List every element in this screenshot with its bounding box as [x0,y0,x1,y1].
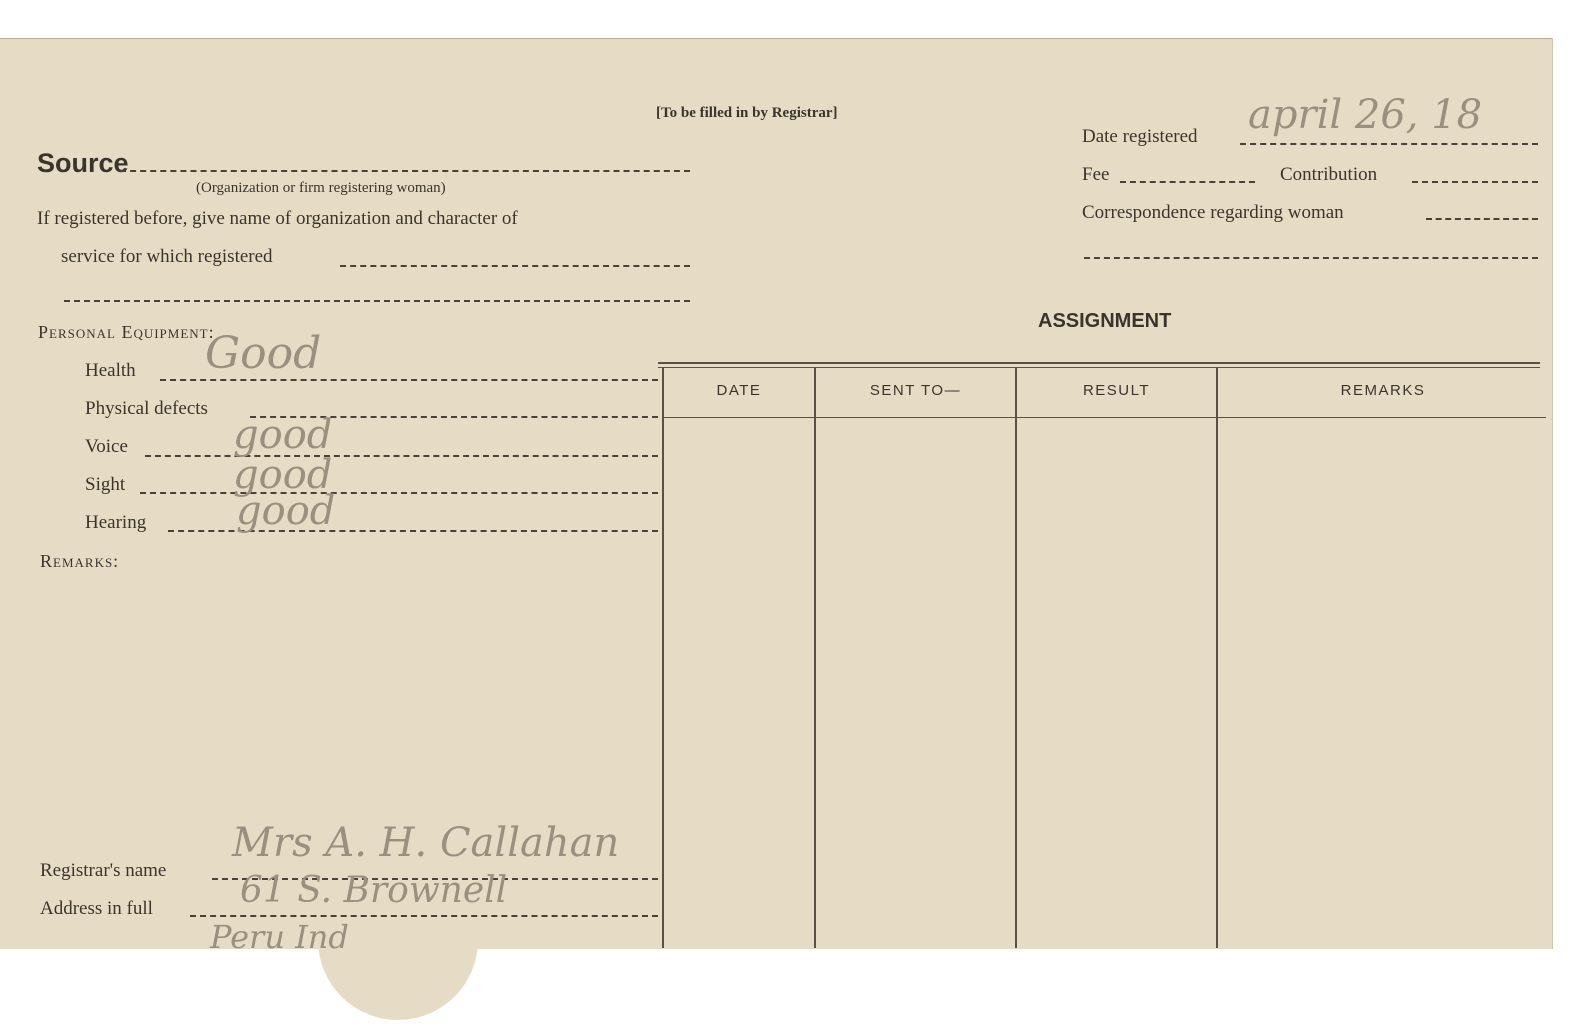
hearing-label: Hearing [85,512,147,533]
column-header-result: RESULT [1082,382,1151,399]
fee-line[interactable] [1120,181,1255,183]
source-caption: (Organization or firm registering woman) [196,180,446,196]
sight-value: good [233,452,333,498]
fee-label: Fee [1082,164,1110,185]
voice-value: good [233,412,333,458]
health-value: Good [205,328,322,379]
date-registered-value: april 26, 18 [1248,92,1483,138]
assignment-col-divider-0 [662,368,664,948]
date-registered-label: Date registered [1082,126,1198,147]
registered-before-text-1: If registered before, give name of organization and character of [37,208,518,229]
address-label: Address in full [40,898,153,919]
registered-before-text-2: service for which registered [61,246,273,267]
assignment-col-divider-2 [1015,368,1017,948]
sight-label: Sight [85,474,126,495]
registered-before-line-2[interactable] [64,300,690,302]
health-label: Health [85,360,136,381]
physical-defects-label: Physical defects [85,398,208,419]
assignment-body-date[interactable] [665,419,813,944]
contribution-line[interactable] [1412,181,1538,183]
voice-label: Voice [85,436,128,457]
registered-before-line-1[interactable] [340,265,690,267]
column-header-date: DATE [716,382,762,399]
source-label: Source [37,148,129,178]
registrar-label: Registrar's name [40,860,167,881]
hearing-value: good [236,488,336,534]
address-line[interactable] [190,915,658,917]
assignment-title: ASSIGNMENT [1038,310,1172,332]
assignment-col-divider-3 [1216,368,1218,948]
correspondence-line-1[interactable] [1426,218,1538,220]
correspondence-label: Correspondence regarding woman [1082,202,1344,223]
personal-equipment-label: Personal Equipment: [38,322,215,342]
assignment-rule-top-2 [658,367,1540,368]
assignment-body-remarks[interactable] [1219,419,1545,944]
registrar-note: [To be filled in by Registrar] [656,105,838,121]
assignment-body-result[interactable] [1018,419,1215,944]
assignment-header-rule [664,417,1546,418]
voice-line[interactable] [145,455,658,457]
address-value-2: Peru Ind [210,918,349,956]
assignment-body-sent-to[interactable] [817,419,1014,944]
contribution-label: Contribution [1280,164,1378,185]
column-header-sent-to: SENT TO— [869,382,962,399]
assignment-col-divider-1 [814,368,816,948]
remarks-label: Remarks: [40,551,120,571]
assignment-rule-top [658,362,1540,364]
column-header-remarks: REMARKS [1340,382,1426,399]
registrar-value: Mrs A. H. Callahan [232,820,620,866]
address-value: 61 S. Brownell [240,870,508,911]
health-line[interactable] [160,379,658,381]
source-line[interactable] [120,170,690,172]
sight-line[interactable] [140,492,658,494]
correspondence-line-2[interactable] [1084,257,1538,259]
date-registered-line[interactable] [1240,143,1538,145]
